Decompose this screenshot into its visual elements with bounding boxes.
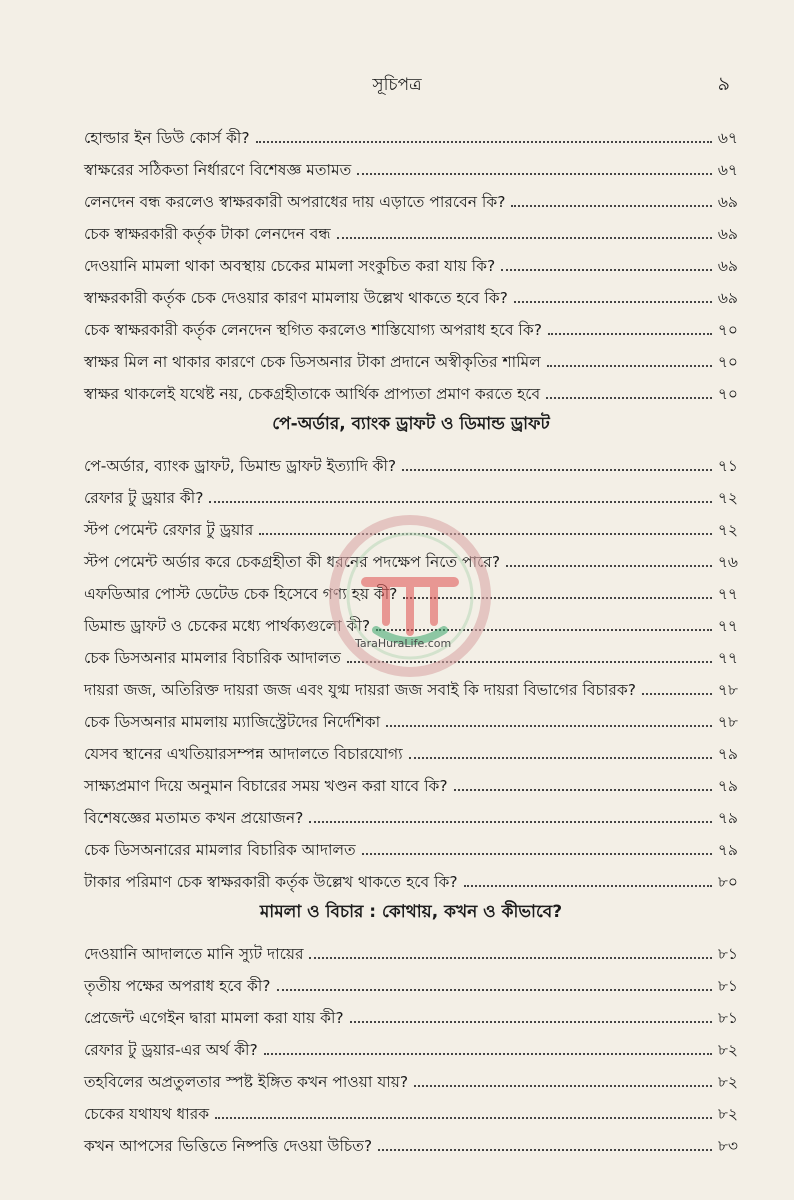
dot-leader [264,1053,712,1055]
entry-title: কখন আপসের ভিত্তিতে নিষ্পত্তি দেওয়া উচিত? [84,1137,373,1155]
toc-entry [84,732,738,764]
toc-entry [84,276,738,308]
dot-leader [277,989,712,991]
toc-entry [84,444,738,476]
entry-title: স্টপ পেমেন্ট অর্ডার করে চেকগ্রহীতা কী ধরনের পদক্ষেপ নিতে পারে? [84,553,501,571]
toc-entry [84,508,738,540]
entry-title: সাক্ষ্যপ্রমাণ দিয়ে অনুমান বিচারের সময় খণ্ডন করা যাবে কি? [84,777,448,795]
entry-title: ডিমান্ড ড্রাফট ও চেকের মধ্যে পার্থক্যগুলো কী? [84,617,371,635]
toc-entry [84,212,738,244]
entry-title: লেনদেন বন্ধ করলেও স্বাক্ষরকারী অপরাধের দায় এড়াতে পারবেন কি? [84,193,506,211]
dot-leader [386,725,712,727]
entry-title: তহবিলের অপ্রতুলতার স্পষ্ট ইঙ্গিত কখন পাওয়া যায়? [84,1073,409,1091]
entry-page-number: ৬৭ [717,161,738,179]
entry-title: টাকার পরিমাণ চেক স্বাক্ষরকারী কর্তৃক উল্লেখ থাকতে হবে কি? [84,873,458,891]
section-heading: মামলা ও বিচার : কোথায়, কখন ও কীভাবে? [259,902,563,922]
entry-title: চেকের যথাযথ ধারক [84,1105,210,1123]
dot-leader [514,301,712,303]
dot-leader [501,269,712,271]
dot-leader [350,1021,712,1023]
entry-title: স্বাক্ষর মিল না থাকার কারণে চেক ডিসঅনার টাকা প্রদানে অস্বীকৃতির শামিল [84,353,541,371]
entry-page-number: ৭৬ [717,553,738,571]
entry-page-number: ৭৯ [717,777,738,795]
page-header [0,70,794,96]
toc-entry [84,116,738,148]
entry-title: প্রেজেন্ট এগেইন দ্বারা মামলা করা যায় কী? [84,1009,344,1027]
entry-title: এফডিআর পোস্ট ডেটেড চেক হিসেবে গণ্য হয় কী? [84,585,398,603]
entry-page-number: ৬৭ [717,129,738,147]
entry-title: যেসব স্থানের এখতিয়ারসম্পন্ন আদালতে বিচারযোগ্য [84,745,403,763]
toc-entry [84,932,738,964]
entry-page-number: ৮২ [717,1073,738,1091]
entry-page-number: ৬৯ [717,225,738,243]
dot-leader [362,853,712,855]
entry-title: বিশেষজ্ঞের মতামত কখন প্রয়োজন? [84,809,304,827]
entry-page-number: ৭০ [717,321,738,339]
dot-leader [403,597,712,599]
entry-page-number: ৭৮ [717,681,738,699]
entry-title: স্বাক্ষর থাকলেই যথেষ্ট নয়, চেকগ্রহীতাকে আর্থিক প্রাপ্যতা প্রমাণ করতে হবে [84,385,541,403]
entry-page-number: ৭৭ [717,585,738,603]
page-title: সূচিপত্র [372,75,422,95]
entry-title: দেওয়ানি মামলা থাকা অবস্থায় চেকের মামলা সংকুচিত করা যায় কি? [84,257,496,275]
entry-page-number: ৭৯ [717,809,738,827]
entry-title: রেফার টু ড্রয়ার-এর অর্থ কী? [84,1041,258,1059]
toc-entry [84,180,738,212]
dot-leader [464,885,712,887]
entry-title: হোল্ডার ইন ডিউ কোর্স কী? [84,129,250,147]
dot-leader [215,1117,712,1119]
dot-leader [337,237,712,239]
entry-page-number: ৮২ [717,1041,738,1059]
entry-title: চেক ডিসঅনার মামলায় ম্যাজিস্ট্রেটদের নির্দেশিকা [84,713,381,731]
entry-page-number: ৮২ [717,1105,738,1123]
dot-leader [259,533,712,535]
entry-title: দায়রা জজ, অতিরিক্ত দায়রা জজ এবং যুগ্ম দায়রা জজ সবাই কি দায়রা বিভাগের বিচারক? [84,681,636,699]
dot-leader [347,661,712,663]
entry-page-number: ৬৯ [717,257,738,275]
entry-page-number: ৬৯ [717,193,738,211]
toc-entry [84,668,738,700]
entry-title: রেফার টু ড্রয়ার কী? [84,489,204,507]
toc-entry [84,372,738,404]
dot-leader [409,757,712,759]
dot-leader [256,141,712,143]
dot-leader [454,789,712,791]
toc-entry [84,340,738,372]
entry-page-number: ৮১ [717,977,738,995]
entry-page-number: ৭২ [717,489,738,507]
entry-page-number: ৭০ [717,385,738,403]
entry-page-number: ৭৯ [717,841,738,859]
entry-title: পে-অর্ডার, ব্যাংক ড্রাফট, ডিমান্ড ড্রাফট ইত্যাদি কী? [84,457,397,475]
section-heading: পে-অর্ডার, ব্যাংক ড্রাফট ও ডিমান্ড ড্রাফট [272,414,550,434]
entry-title: চেক স্বাক্ষরকারী কর্তৃক টাকা লেনদেন বন্ধ [84,225,331,243]
entry-title: চেক ডিসঅনার মামলার বিচারিক আদালত [84,649,341,667]
entry-title: চেক ডিসঅনারের মামলার বিচারিক আদালত [84,841,356,859]
page-number: ৯ [717,73,730,95]
toc-entry [84,244,738,276]
toc-entry [84,604,738,636]
toc-entry [84,796,738,828]
entry-title: স্বাক্ষরের সঠিকতা নির্ধারণে বিশেষজ্ঞ মতামত [84,161,352,179]
entry-page-number: ৭৭ [717,649,738,667]
toc-entry [84,1092,738,1124]
entry-page-number: ৭২ [717,521,738,539]
entry-title: চেক স্বাক্ষরকারী কর্তৃক লেনদেন স্থগিত করলেও শাস্তিযোগ্য অপরাধ হবে কি? [84,321,542,339]
entry-page-number: ৬৯ [717,289,738,307]
entry-page-number: ৭৯ [717,745,738,763]
entry-page-number: ৮১ [717,945,738,963]
watermark-text: TaraHuraLife.com [355,637,452,650]
toc-entry [84,572,738,604]
toc-entry [84,996,738,1028]
toc-entry [84,1028,738,1060]
dot-leader [548,333,712,335]
table-of-contents [84,116,738,1156]
entry-page-number: ৭০ [717,353,738,371]
toc-entry [84,964,738,996]
entry-page-number: ৮৩ [717,1137,738,1155]
dot-leader [376,629,712,631]
toc-entry [84,1124,738,1156]
toc-entry [84,308,738,340]
toc-entry [84,540,738,572]
dot-leader [357,173,712,175]
entry-title: তৃতীয় পক্ষের অপরাধ হবে কী? [84,977,271,995]
dot-leader [511,205,712,207]
toc-entry [84,860,738,892]
toc-entry [84,148,738,180]
dot-leader [506,565,712,567]
toc-entry [84,476,738,508]
toc-entry [84,1060,738,1092]
dot-leader [414,1085,712,1087]
dot-leader [309,821,712,823]
entry-page-number: ৭৮ [717,713,738,731]
toc-entry [84,828,738,860]
toc-entry [84,700,738,732]
entry-title: স্বাক্ষরকারী কর্তৃক চেক দেওয়ার কারণ মামলায় উল্লেখ থাকতে হবে কি? [84,289,508,307]
dot-leader [209,501,712,503]
dot-leader [309,957,712,959]
dot-leader [547,365,712,367]
dot-leader [402,469,712,471]
entry-title: দেওয়ানি আদালতে মানি স্যুট দায়ের [84,945,304,963]
entry-page-number: ৮০ [717,873,738,891]
entry-page-number: ৮১ [717,1009,738,1027]
dot-leader [378,1149,712,1151]
entry-page-number: ৭৭ [717,617,738,635]
entry-title: স্টপ পেমেন্ট রেফার টু ড্রয়ার [84,521,254,539]
toc-entry [84,764,738,796]
dot-leader [642,693,712,695]
entry-page-number: ৭১ [717,457,738,475]
dot-leader [546,397,712,399]
